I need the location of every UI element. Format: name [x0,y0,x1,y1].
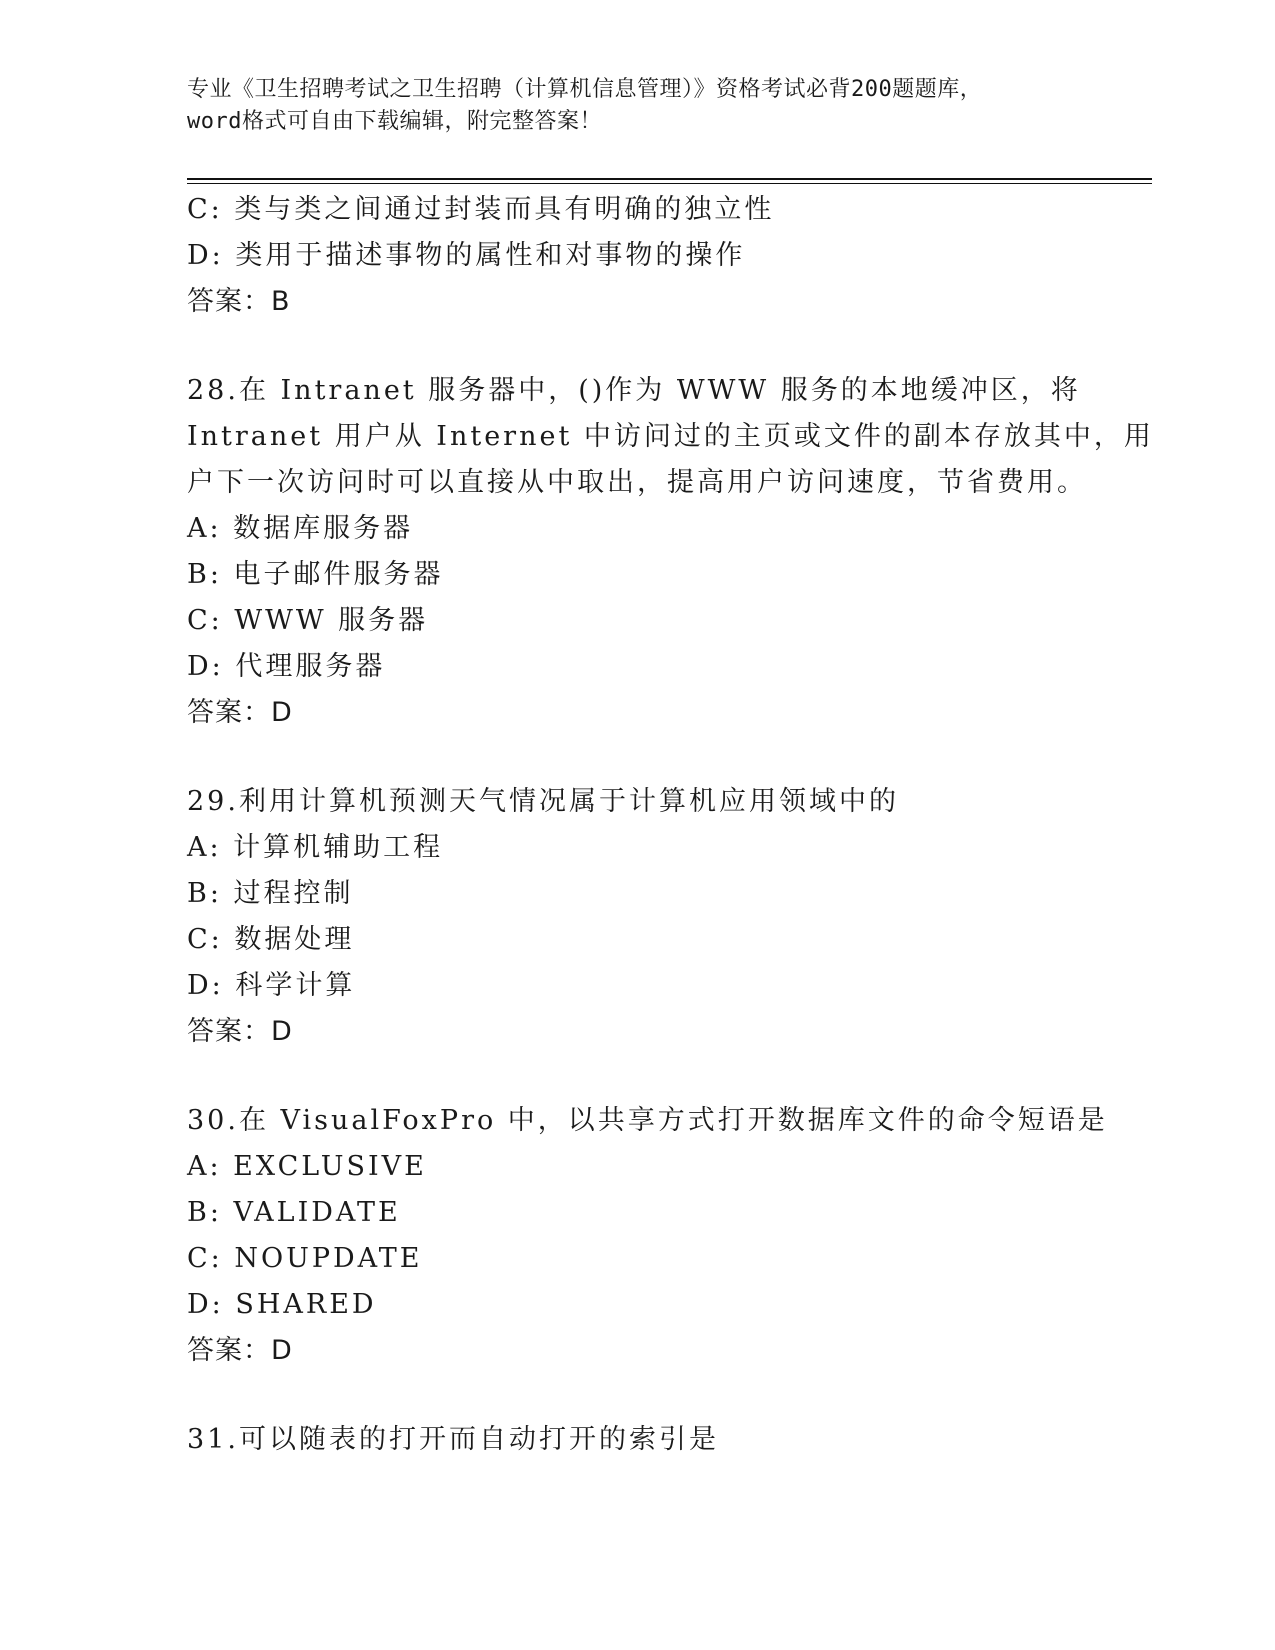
answer-line: 答案：B [187,286,291,317]
option-b: B: VALIDATE [187,1197,401,1228]
option-d: D: 代理服务器 [187,651,386,682]
option-d: D: SHARED [187,1289,377,1320]
option-c: C: NOUPDATE [187,1243,423,1274]
option-a: A: 计算机辅助工程 [187,832,444,863]
question-block-31 [187,1417,1087,1463]
question-block-28 [187,368,1154,736]
question-stem-line: Intranet 用户从 Internet 中访问过的主页或文件的副本存放其中，用 [187,421,1154,452]
option-a: A: EXCLUSIVE [187,1151,427,1182]
option-b: B: 电子邮件服务器 [187,559,444,590]
question-stem-line: 户下一次访问时可以直接从中取出，提高用户访问速度，节省费用。 [187,467,1087,498]
question-block-30 [187,1098,1108,1374]
option-line: C: 类与类之间通过封装而具有明确的独立性 [187,194,775,225]
question-stem-line: 31.可以随表的打开而自动打开的索引是 [187,1424,719,1455]
option-b: B: 过程控制 [187,878,354,909]
question-stem-line: 28.在 Intranet 服务器中，()作为 WWW 服务的本地缓冲区，将 [187,375,1081,406]
header-line-2: word格式可自由下载编辑，附完整答案！ [187,109,602,134]
question-stem-line: 30.在 VisualFoxPro 中，以共享方式打开数据库文件的命令短语是 [187,1105,1108,1136]
answer-line: 答案：D [187,697,293,728]
document-header [187,74,1087,138]
question-block-29 [187,779,1087,1055]
prev-question-block [187,187,1087,325]
question-content [187,187,1154,1463]
option-c: C: WWW 服务器 [187,605,429,636]
option-c: C: 数据处理 [187,924,355,955]
header-line-1: 专业《卫生招聘考试之卫生招聘（计算机信息管理）》资格考试必背200题题库， [187,77,983,102]
spacer [187,736,1087,779]
option-line: D: 类用于描述事物的属性和对事物的操作 [187,240,746,271]
spacer [187,1055,1087,1098]
answer-line: 答案：D [187,1016,293,1047]
spacer [187,1374,1087,1417]
answer-line: 答案：D [187,1335,293,1366]
header-divider-thin [187,183,1152,184]
option-a: A: 数据库服务器 [187,513,414,544]
spacer [187,325,1087,368]
question-stem-line: 29.利用计算机预测天气情况属于计算机应用领域中的 [187,786,899,817]
header-divider-thick [187,178,1152,180]
option-d: D: 科学计算 [187,970,356,1001]
